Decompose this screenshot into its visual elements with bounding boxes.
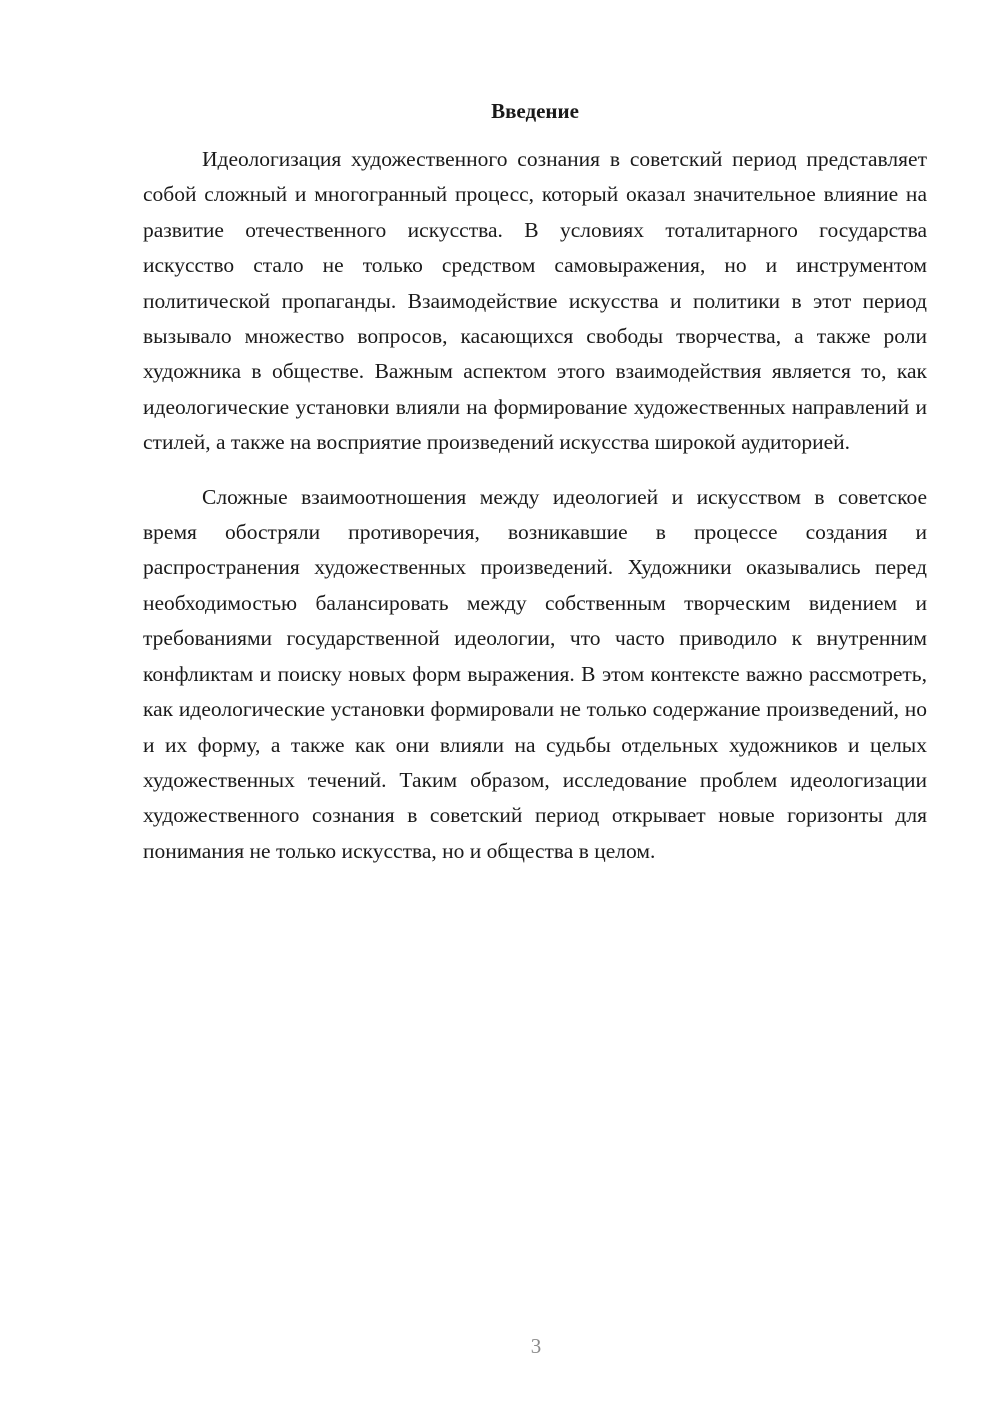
page-number: 3 (530, 1334, 542, 1358)
paragraph-1: Идеологизация художественного сознания в советский период представляет собой сложный и многогранный процесс, который оказал значительное влияние на развитие отечественного искусства. В условиях тоталитарного государства искусство стало не только средством самовыражения, но и инструментом политической пропаганды. Взаимодействие искусства и политики в этот период вызывало множество вопросов, касающихся свободы творчества, а также роли художника в обществе. Важным аспектом этого взаимодействия является то, как идеологические установки влияли на формирование художественных направлений и стилей, а также на восприятие произведений искусства широкой аудиторией. (143, 147, 927, 455)
paragraph-2: Сложные взаимоотношения между идеологией и искусством в советское время обостряли противоречия, возникавшие в процессе создания и распространения художественных произведений. Художники оказывались перед необходимостью балансировать между собственным творческим видением и требованиями государственной идеологии, что часто приводило к внутренним конфликтам и поиску новых форм выражения. В этом контексте важно рассмотреть, как идеологические установки формировали не только содержание произведений, но и их форму, а также как они влияли на судьбы отдельных художников и целых художественных течений. Таким образом, исследование проблем идеологизации художественного сознания в советский период открывает новые горизонты для понимания не только искусства, но и общества в целом. (143, 484, 927, 863)
body-text (143, 142, 927, 869)
section-title: Введение (491, 99, 579, 123)
